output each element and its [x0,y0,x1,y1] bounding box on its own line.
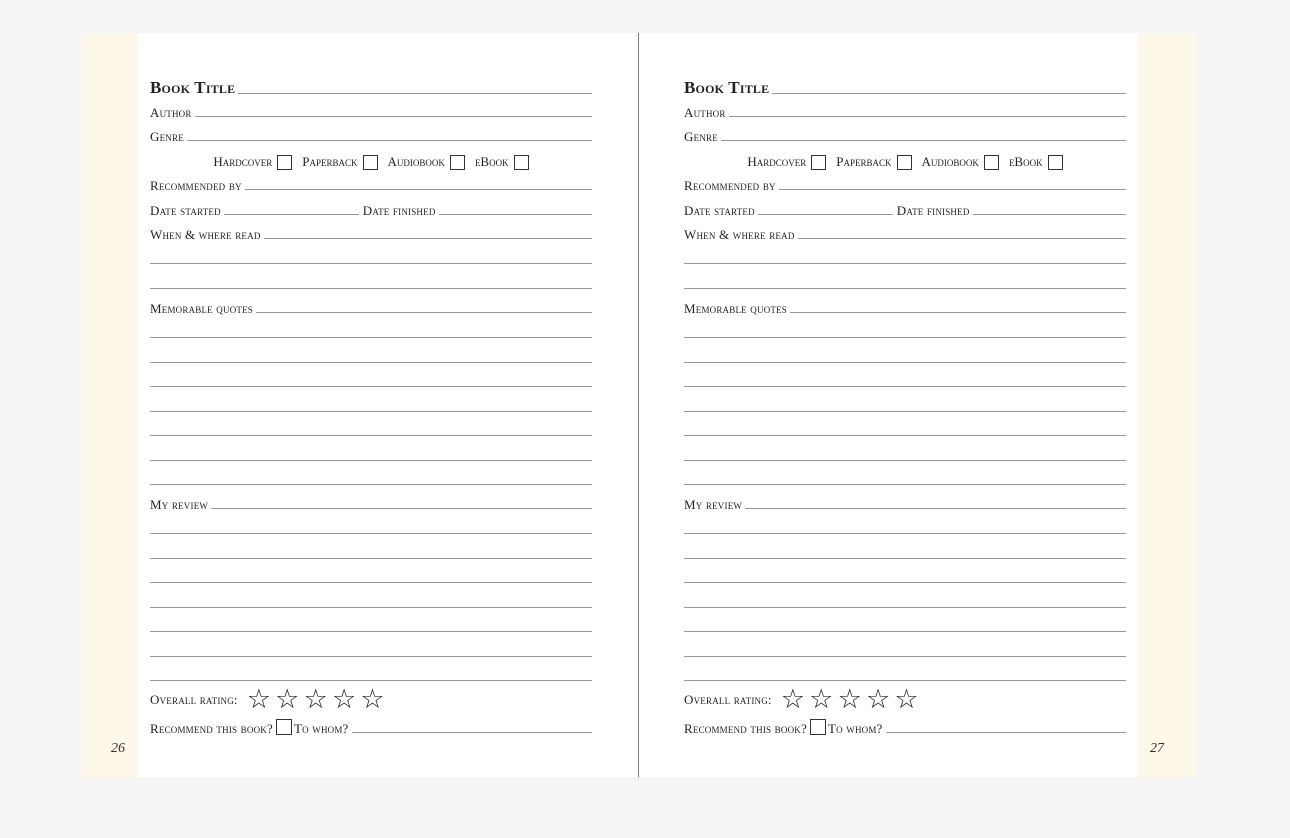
log-page-left [150,33,592,777]
when-where-label: When & where read [684,227,795,242]
when-where-line[interactable] [798,237,1126,239]
star-icon[interactable]: ☆ [303,684,328,714]
recommended-by-line[interactable] [779,188,1126,190]
to-whom-label: To whom? [293,721,349,736]
memorable-quotes-line[interactable] [256,311,592,313]
star-icon[interactable]: ☆ [275,684,300,714]
writing-line[interactable] [684,680,1126,681]
author-label: Author [150,105,192,120]
star-icon[interactable]: ☆ [780,684,806,714]
format-option[interactable] [1009,154,1063,170]
genre-label: Genre [684,129,718,144]
writing-line[interactable] [150,558,592,559]
writing-line[interactable] [150,680,592,681]
author-field[interactable] [684,106,1126,119]
memorable-quotes-field[interactable] [684,302,1126,315]
format-label: eBook [474,154,509,169]
author-line[interactable] [195,115,592,117]
writing-line[interactable] [684,631,1126,632]
format-option[interactable] [922,154,999,170]
memorable-quotes-field[interactable] [150,302,592,315]
paperback-checkbox[interactable] [897,155,912,170]
date-finished-line[interactable] [973,213,1126,215]
author-line[interactable] [729,115,1126,117]
to-whom-line[interactable] [886,731,1126,733]
book-title-field[interactable] [684,79,1126,96]
page-number-right: 27 [1150,741,1164,756]
star-icon[interactable]: ☆ [360,684,385,714]
dates-field[interactable] [684,204,1126,217]
author-field[interactable] [150,106,592,119]
recommended-by-label: Recommended by [684,178,776,193]
writing-line[interactable] [684,607,1126,608]
writing-line[interactable] [684,288,1126,289]
writing-line[interactable] [684,533,1126,534]
writing-line[interactable] [684,484,1126,485]
page-number-left: 26 [111,741,125,756]
book-spread [81,33,1195,777]
genre-field[interactable] [150,130,592,143]
writing-line[interactable] [684,386,1126,387]
hardcover-checkbox[interactable] [277,155,292,170]
writing-line[interactable] [150,484,592,485]
format-option[interactable] [836,154,911,170]
recommended-by-field[interactable] [150,179,592,192]
memorable-quotes-label: Memorable quotes [150,301,254,316]
paperback-checkbox[interactable] [363,155,378,170]
writing-line[interactable] [684,558,1126,559]
writing-line[interactable] [150,263,592,264]
genre-field[interactable] [684,130,1126,143]
star-icon[interactable]: ☆ [865,684,891,714]
writing-line[interactable] [150,533,592,534]
star-icon[interactable]: ☆ [837,684,862,714]
recommended-by-label: Recommended by [150,178,242,193]
audiobook-checkbox[interactable] [450,155,465,170]
date-started-line[interactable] [224,213,359,215]
format-options [684,152,1126,172]
book-title-line[interactable] [238,92,592,94]
genre-label: Genre [150,129,184,144]
date-finished-label: Date finished [896,203,970,218]
book-title-line[interactable] [772,92,1126,94]
when-where-field[interactable] [150,228,592,241]
writing-line[interactable] [684,337,1126,338]
date-finished-label: Date finished [362,203,436,218]
author-label: Author [684,105,726,120]
overall-rating-row [684,684,1126,714]
format-label: Audiobook [387,154,445,169]
date-started-label: Date started [150,203,221,218]
writing-line[interactable] [150,337,592,338]
format-option[interactable] [302,154,377,170]
star-icon[interactable]: ☆ [894,684,919,714]
writing-line[interactable] [684,411,1126,412]
my-review-field[interactable] [150,498,592,511]
date-started-label: Date started [684,203,755,218]
format-label: Paperback [836,154,892,169]
format-label: Paperback [302,154,358,169]
hardcover-checkbox[interactable] [811,155,826,170]
date-started-line[interactable] [758,213,893,215]
my-review-label: My review [150,497,209,512]
my-review-line[interactable] [745,507,1126,509]
writing-line[interactable] [150,582,592,583]
writing-line[interactable] [150,411,592,412]
date-finished-line[interactable] [439,213,592,215]
writing-line[interactable] [684,656,1126,657]
writing-line[interactable] [150,362,592,363]
format-option[interactable] [475,154,529,170]
to-whom-label: To whom? [827,721,883,736]
writing-line[interactable] [684,460,1126,461]
format-label: Audiobook [921,154,979,169]
overall-rating-label: Overall rating: [150,691,238,707]
book-title-field[interactable] [150,79,592,96]
my-review-label: My review [684,497,743,512]
to-whom-line[interactable] [352,731,592,733]
writing-line[interactable] [150,460,592,461]
log-page-right [684,33,1126,777]
writing-line[interactable] [150,386,592,387]
overall-rating-label: Overall rating: [684,691,772,707]
ebook-checkbox[interactable] [1048,155,1063,170]
writing-line[interactable] [684,362,1126,363]
format-option[interactable] [213,154,292,170]
when-where-label: When & where read [150,227,261,242]
my-review-line[interactable] [211,507,592,509]
writing-line[interactable] [150,607,592,608]
ebook-checkbox[interactable] [514,155,529,170]
recommend-label: Recommend this book? [150,721,273,736]
recommend-checkbox[interactable] [810,719,826,735]
writing-line[interactable] [684,435,1126,436]
star-icon[interactable]: ☆ [331,684,357,714]
when-where-line[interactable] [264,237,592,239]
left-margin [81,33,138,777]
format-option[interactable] [388,154,465,170]
when-where-field[interactable] [684,228,1126,241]
format-label: Hardcover [213,154,273,169]
recommended-by-line[interactable] [245,188,592,190]
star-rating[interactable] [780,684,919,714]
star-icon[interactable]: ☆ [246,684,272,714]
book-spine [638,33,639,777]
format-option[interactable] [747,154,826,170]
recommend-row[interactable] [684,719,1126,735]
recommended-by-field[interactable] [684,179,1126,192]
overall-rating-row [150,684,592,714]
recommend-row[interactable] [150,719,592,735]
genre-line[interactable] [721,139,1126,141]
writing-line[interactable] [150,631,592,632]
writing-line[interactable] [684,263,1126,264]
memorable-quotes-label: Memorable quotes [684,301,788,316]
format-label: Hardcover [747,154,807,169]
recommend-checkbox[interactable] [276,719,292,735]
star-icon[interactable]: ☆ [809,684,834,714]
genre-line[interactable] [187,139,592,141]
recommend-label: Recommend this book? [684,721,807,736]
memorable-quotes-line[interactable] [790,311,1126,313]
dates-field[interactable] [150,204,592,217]
right-margin [1138,33,1195,777]
book-title-label: Book Title [684,78,770,97]
writing-line[interactable] [684,582,1126,583]
writing-line[interactable] [150,435,592,436]
my-review-field[interactable] [684,498,1126,511]
format-label: eBook [1008,154,1043,169]
writing-line[interactable] [150,288,592,289]
format-options [150,152,592,172]
audiobook-checkbox[interactable] [984,155,999,170]
writing-line[interactable] [150,656,592,657]
book-title-label: Book Title [150,78,236,97]
star-rating[interactable] [246,684,385,714]
